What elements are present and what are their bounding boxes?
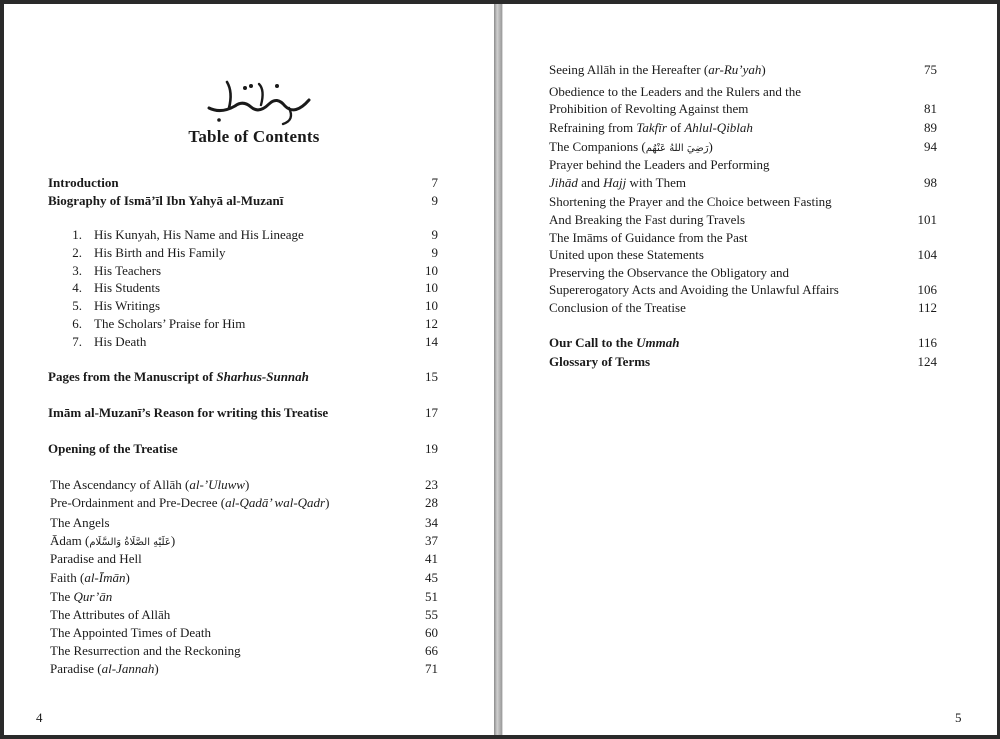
entry-page: 12 — [425, 316, 438, 331]
list-index: 3. — [72, 263, 82, 278]
entry-title: His Writings — [94, 298, 161, 313]
entry-page: 34 — [425, 515, 438, 530]
entry-title: The Resurrection and the Reckoning — [50, 643, 241, 658]
entry-page: 116 — [917, 335, 937, 350]
entry-page: 10 — [425, 280, 438, 295]
list-index: 7. — [72, 334, 82, 349]
entry-title: Pre-Ordainment and Pre-Decree (al-Qadā’ wal-Qadr) — [50, 495, 330, 510]
entry-title: Shortening the Prayer and the Choice between Fasting — [549, 194, 832, 209]
entry-title: Refraining from Takfīr of Ahlul-Qiblah — [549, 120, 753, 135]
entry-page: 104 — [917, 247, 937, 262]
entry-title: Introduction — [48, 175, 119, 190]
entry-page: 101 — [917, 212, 937, 227]
entry-title: Obedience to the Leaders and the Rulers and the — [549, 84, 801, 99]
entry-page: 89 — [924, 120, 937, 135]
page-number: 5 — [955, 710, 962, 725]
entry-page: 37 — [425, 533, 438, 548]
list-index: 6. — [72, 316, 82, 331]
entry-title: The Ascendancy of Allāh (al-’Uluww) — [50, 477, 250, 492]
list-index: 1. — [72, 227, 82, 242]
entry-page: 112 — [917, 300, 937, 315]
entry-title: United upon these Statements — [549, 247, 704, 262]
entry-title: The Appointed Times of Death — [50, 625, 212, 640]
entry-page: 124 — [917, 354, 937, 369]
list-index: 4. — [72, 280, 82, 295]
entry-page: 81 — [924, 101, 937, 116]
arabic-calligraphy-icon — [199, 74, 319, 126]
entry-title: Paradise and Hell — [50, 551, 142, 566]
entry-title: Pages from the Manuscript of Sharhus-Sunnah — [48, 369, 309, 384]
entry-title: Faith (al-Īmān) — [50, 570, 130, 585]
entry-title: The Qur’ān — [50, 589, 113, 604]
list-index: 2. — [72, 245, 82, 260]
entry-page: 94 — [924, 139, 937, 154]
arabic-honorific: رَضِيَ اللهُ عَنْهُم — [645, 143, 709, 154]
entry-page: 106 — [917, 282, 937, 297]
entry-title: Our Call to the Ummah — [549, 335, 680, 350]
right-page — [502, 4, 997, 735]
page-title: Table of Contents — [188, 127, 320, 146]
page-number: 4 — [36, 710, 43, 725]
entry-page: 19 — [425, 441, 438, 456]
entry-title: Conclusion of the Treatise — [549, 300, 686, 315]
entry-title: Prohibition of Revolting Against them — [549, 101, 749, 116]
entry-title: Ādam (عَلَيْهِ الصَّلَاةُ وَالسَّلَام) — [50, 533, 176, 548]
entry-title: And Breaking the Fast during Travels — [549, 212, 746, 227]
entry-page: 10 — [425, 298, 438, 313]
entry-title: His Teachers — [94, 263, 162, 278]
entry-page: 9 — [431, 245, 438, 260]
entry-title: Opening of the Treatise — [48, 441, 178, 456]
arabic-honorific: عَلَيْهِ الصَّلَاةُ وَالسَّلَام — [89, 537, 171, 548]
entry-title: Jihād and Hajj with Them — [549, 175, 686, 190]
entry-title: His Students — [94, 280, 161, 295]
entry-title: The Imāms of Guidance from the Past — [549, 230, 748, 245]
list-index: 5. — [72, 298, 82, 313]
entry-title: His Death — [94, 334, 147, 349]
entry-page: 66 — [425, 643, 438, 658]
entry-title: His Birth and His Family — [94, 245, 226, 260]
entry-page: 75 — [924, 62, 937, 77]
entry-page: 23 — [425, 477, 438, 492]
entry-page: 98 — [924, 175, 937, 190]
entry-page: 55 — [425, 607, 438, 622]
entry-page: 15 — [425, 369, 438, 384]
entry-title: Preserving the Observance the Obligatory and — [549, 265, 790, 280]
entry-title: Seeing Allāh in the Hereafter (ar-Ru’yah) — [549, 62, 766, 77]
book-gutter — [494, 4, 502, 735]
entry-page: 9 — [431, 227, 438, 242]
entry-page: 17 — [425, 405, 438, 420]
entry-title: The Angels — [50, 515, 110, 530]
entry-page: 9 — [431, 193, 438, 208]
entry-title: The Attributes of Allāh — [50, 607, 171, 622]
entry-page: 51 — [425, 589, 438, 604]
entry-title: His Kunyah, His Name and His Lineage — [94, 227, 304, 242]
entry-title: Supererogatory Acts and Avoiding the Unlawful Affairs — [549, 282, 839, 297]
entry-page: 10 — [425, 263, 438, 278]
entry-title: Prayer behind the Leaders and Performing — [549, 157, 770, 172]
entry-page: 41 — [425, 551, 438, 566]
entry-page: 45 — [425, 570, 438, 585]
entry-title: Paradise (al-Jannah) — [50, 661, 159, 676]
entry-title: Glossary of Terms — [549, 354, 651, 369]
entry-title: The Scholars’ Praise for Him — [94, 316, 246, 331]
entry-page: 14 — [425, 334, 438, 349]
entry-title: Biography of Ismā’īl Ibn Yahyā al-Muzanī — [48, 193, 284, 208]
entry-page: 28 — [425, 495, 438, 510]
entry-title: Imām al-Muzanī’s Reason for writing this Treatise — [48, 405, 329, 420]
entry-page: 7 — [431, 175, 438, 190]
entry-page: 60 — [425, 625, 438, 640]
entry-page: 71 — [425, 661, 438, 676]
entry-title: The Companions (رَضِيَ اللهُ عَنْهُم) — [549, 139, 713, 154]
left-page — [4, 4, 495, 735]
